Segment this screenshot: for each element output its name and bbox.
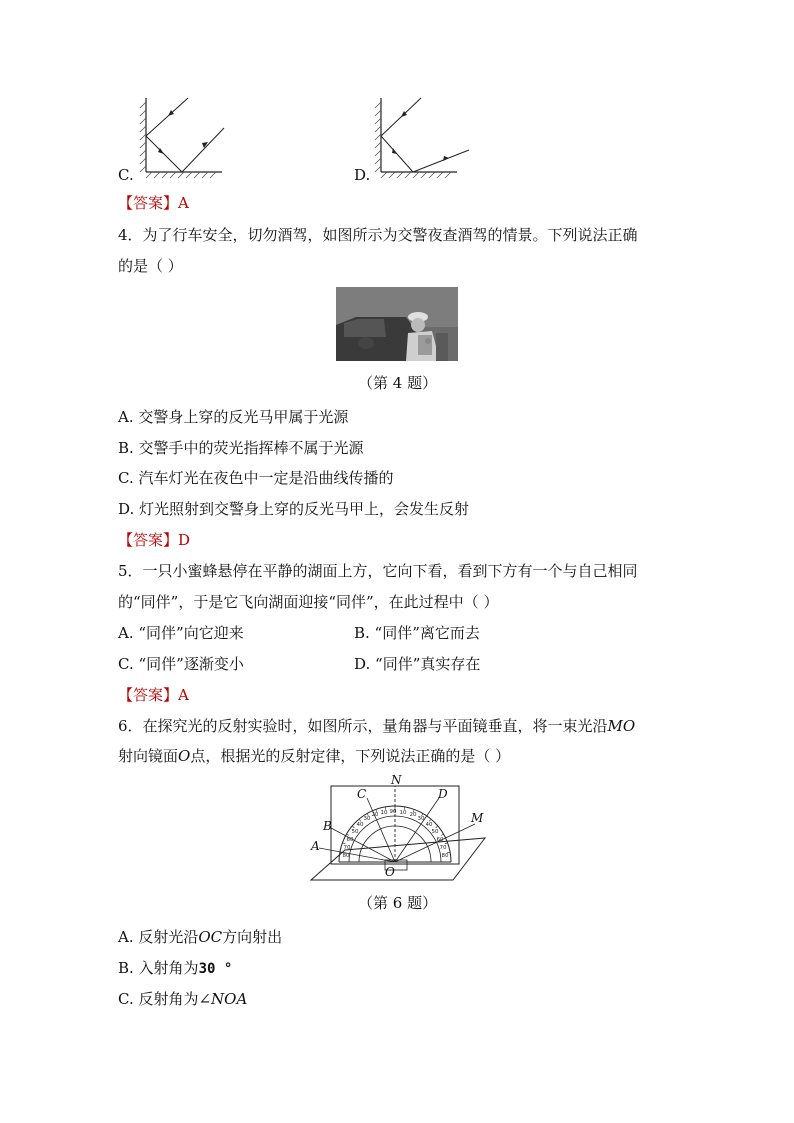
option-math: ∠NOA (198, 990, 248, 1008)
q6-option-b[interactable] (118, 958, 232, 979)
tick-label: 20 (371, 812, 379, 818)
label-b: B (323, 819, 332, 833)
q5-stem-line2: 的“同伴”，于是它飞向湖面迎接“同伴”，在此过程中（ ） (118, 593, 499, 611)
q6-stem-text: 6．在探究光的反射实验时，如图所示，量角器与平面镜垂直，将一束光沿 (118, 717, 608, 735)
q4-option-b[interactable]: B. 交警手中的荧光指挥棒不属于光源 (118, 439, 364, 457)
label-n: N (391, 773, 402, 787)
q4-answer (118, 530, 190, 550)
q6-option-c[interactable] (118, 989, 247, 1009)
tick-label: 50 (351, 829, 359, 835)
q3-option-d-figure (365, 90, 475, 185)
label-m: M (471, 811, 484, 825)
tick-label: 20 (409, 812, 417, 818)
q4-option-a[interactable]: A. 交警身上穿的反光马甲属于光源 (118, 408, 349, 426)
label-c: C (357, 787, 367, 801)
answer-tag: 【答案】 (118, 194, 179, 212)
tick-label: 60 (436, 837, 444, 843)
answer-value: A (178, 686, 189, 704)
tick-label: 10 (380, 810, 388, 816)
tick-label: 80 (342, 853, 350, 859)
q6-stem-text: 射向镜面 (118, 747, 179, 765)
q6-figure-protractor-mirror (305, 772, 495, 887)
q4-option-c[interactable]: C. 汽车灯光在夜色中一定是沿曲线传播的 (118, 469, 394, 487)
q4-stem-line1: 4．为了行车安全，切勿酒驾，如图所示为交警夜查酒驾的情景。下列说法正确 (118, 226, 638, 244)
q3-option-c-label[interactable]: C. (118, 166, 134, 184)
label-d: D (438, 787, 448, 801)
q6-stem-math-o: O (178, 747, 191, 765)
tick-label: 40 (356, 822, 364, 828)
tick-label: 30 (417, 816, 425, 822)
q5-option-c[interactable]: C. “同伴”逐渐变小 (118, 655, 244, 673)
answer-tag: 【答案】 (118, 531, 179, 549)
option-text: 方向射出 (222, 928, 283, 946)
option-math: OC (198, 928, 223, 946)
option-math: 30 ° (198, 961, 233, 977)
answer-value: A (178, 194, 189, 212)
q5-stem-line1: 5．一只小蜜蜂悬停在平静的湖面上方，它向下看，看到下方有一个与自己相同 (118, 562, 638, 580)
tick-label: 60 (346, 837, 354, 843)
tick-label: 40 (425, 822, 433, 828)
q4-option-d[interactable]: D. 灯光照射到交警身上穿的反光马甲上，会发生反射 (118, 500, 470, 518)
q5-option-b[interactable]: B. “同伴”离它而去 (354, 624, 480, 642)
answer-tag: 【答案】 (118, 686, 179, 704)
tick-label: 30 (363, 816, 371, 822)
label-a: A (311, 839, 320, 853)
q6-option-a[interactable] (118, 927, 282, 947)
tick-label: 90 (389, 809, 397, 815)
tick-label: 70 (343, 845, 351, 851)
q4-stem-line2: 的是（ ） (118, 257, 183, 275)
q5-option-a[interactable]: A. “同伴”向它迎来 (118, 624, 244, 642)
q3-answer (118, 193, 189, 213)
q6-stem-line1 (118, 716, 635, 736)
q6-stem-math-mo: MO (607, 717, 636, 735)
tick-label: 10 (399, 810, 407, 816)
q6-stem-text: 点，根据光的反射定律，下列说法正确的是（ ） (190, 747, 511, 765)
q4-photo-police-night (336, 287, 458, 361)
tick-label: 80 (441, 853, 449, 859)
option-text: A. 反射光沿 (118, 928, 199, 946)
option-text: C. 反射角为 (118, 990, 199, 1008)
label-o: O (385, 865, 395, 879)
q6-figure-caption: （第 6 题） (358, 894, 438, 912)
q6-stem-line2 (118, 746, 510, 766)
option-text: B. 入射角为 (118, 959, 199, 977)
q4-figure-caption: （第 4 题） (358, 374, 438, 392)
q3-option-d-label[interactable]: D. (354, 166, 371, 184)
q5-answer (118, 685, 189, 705)
q5-option-d[interactable]: D. “同伴”真实存在 (354, 655, 481, 673)
q3-option-c-figure (130, 90, 230, 185)
tick-label: 70 (439, 845, 447, 851)
tick-label: 50 (431, 829, 439, 835)
answer-value: D (178, 531, 191, 549)
